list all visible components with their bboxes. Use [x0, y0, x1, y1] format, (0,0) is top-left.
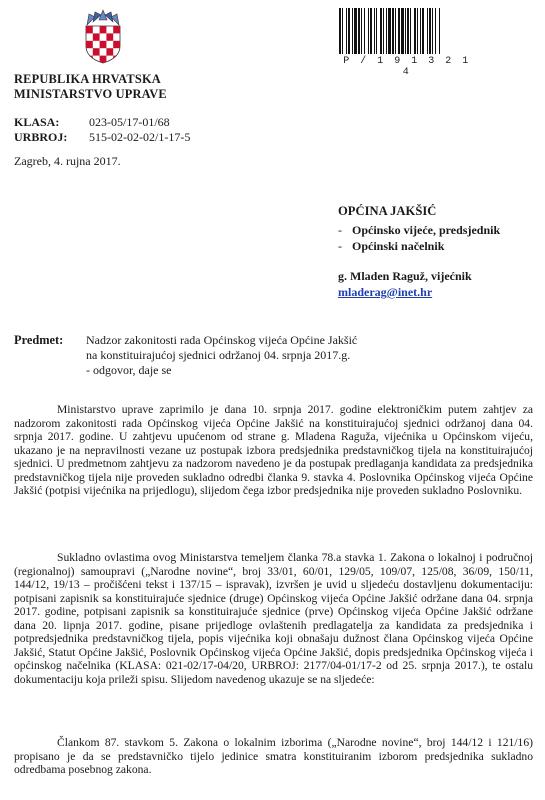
barcode-bar [380, 8, 382, 54]
barcode-text: P / 1 9 1 3 2 1 4 [343, 56, 471, 78]
bullet: - [338, 239, 342, 253]
recipient-item [338, 222, 538, 238]
subject-text [86, 333, 534, 378]
barcode-bar [352, 8, 353, 54]
subject-line: - odgovor, daje se [86, 363, 172, 377]
barcode-bar [383, 8, 384, 54]
barcode-bar [422, 8, 424, 54]
barcode-bar [358, 8, 360, 54]
ministry-name: MINISTARSTVO UPRAVE [14, 87, 167, 101]
barcode-bar [342, 8, 343, 54]
reference-block [14, 115, 190, 145]
klasa-row [14, 115, 190, 130]
barcode-bar [429, 8, 431, 54]
klasa-label: KLASA: [14, 115, 60, 129]
recipient-block [338, 203, 538, 300]
barcode-bar [405, 8, 406, 54]
body-paragraph-2: Sukladno ovlastima ovog Ministarstva temeljem članka 78.a stavka 1. Zakona o lokalnoj i područnoj (regionalnoj) samoupravi („Narodne novine“, broj 33/01, 60/01, 129/05, 109/07, 125/08, 36/09, 150/11, 144/12, 19/13 – pročišćeni tekst i 137/15 – ispravak), izvršen je uvid u sljedeću dostavljenu dokumentaciju: potpisani zapisnik sa konstituirajuće sjednice (druge) Općinskog vijeća Općine Jakšić održane dana 04. srpnja 2017. godine, potpisani zapisnik sa konstituirajuće sjednice (prve) Općinskog vijeća Općine Jakšić održane dana 20. lipnja 2017. godine, pisane prijedloge ovlaštenih predlagatelja za kandidata za predsjednika i potpredsjednika predstavničkog tijela, popis vijećnika koji obnašaju dužnost člana Općinskog vijeća Općine Jakšić, Statut Općine Jakšić, Poslovnik Općinskog vijeća Općine Jakšić, dopis predsjednika Općinskog vijeća i općinskog načelnika (KLASA: 021-02/17-04/20, URBROJ: 2177/04-01/17-2 od 25. srpnja 2017.), te ostalu dokumentaciju koja prileži spisu. Slijedom navedenog ukazuje se na sljedeće: [14, 551, 533, 686]
barcode-bar [392, 8, 394, 54]
barcode-bar [398, 8, 400, 54]
subject-block [14, 333, 534, 378]
barcode-bar [348, 8, 350, 54]
subject-label: Predmet: [14, 333, 64, 347]
barcode-bar [354, 8, 357, 54]
barcode-bar [414, 8, 416, 54]
barcode-bar [386, 8, 387, 54]
place-date: Zagreb, 4. rujna 2017. [14, 154, 121, 168]
recipient-person: g. Mladen Raguž, vijećnik [338, 269, 472, 283]
klasa-value: 023-05/17-01/68 [89, 115, 170, 129]
barcode [338, 8, 476, 54]
email-link[interactable]: mladerag@inet.hr [338, 285, 433, 299]
barcode-bar [376, 8, 377, 54]
croatian-coat-of-arms-icon [84, 8, 122, 64]
barcode-bar [401, 8, 404, 54]
urbroj-value: 515-02-02-02/1-17-5 [89, 130, 191, 144]
barcode-bar [370, 8, 372, 54]
urbroj-label: URBROJ: [14, 130, 68, 144]
barcode-bar [395, 8, 396, 54]
issuer-block [14, 72, 167, 102]
barcode-bar [368, 8, 369, 54]
barcode-bar [364, 8, 365, 54]
recipient-item-label: Općinski načelnik [352, 239, 445, 253]
barcode-bar [374, 8, 375, 54]
barcode-bar [439, 8, 440, 54]
barcode-bar [339, 8, 341, 54]
barcode-bar [346, 8, 347, 54]
barcode-bar [435, 8, 436, 54]
recipient-item [338, 238, 538, 254]
barcode-bar [427, 8, 428, 54]
recipient-item-label: Općinsko vijeće, predsjednik [352, 223, 501, 237]
recipient-name: OPĆINA JAKŠIĆ [338, 204, 437, 218]
body-paragraph-3: Člankom 87. stavkom 5. Zakona o lokalnim izborima („Narodne novine“, broj 144/12 i 121/16) propisano je da se predstavničko tijelo jedinice smatra konstituiranim izborom predsjednika sukladno odredbama posebnog zakona. [14, 736, 533, 777]
barcode-bar [432, 8, 433, 54]
barcode-bar [388, 8, 391, 54]
body-paragraph-1: Ministarstvo uprave zaprimilo je dana 10. srpnja 2017. godine elektroničkim putem zahtjev za nadzorom zakonitosti rada Općinskog vijeća Općine Jakšić na konstituirajućoj sjednici održanoj dana 04. srpnja 2017. godine. U zahtjevu upućenom od strane g. Mladena Raguža, vijećnika u Općinskom vijeću, ukazano je na nepravilnosti vezane uz postupak izbora predsjednika predstavničkog tijela na konstituirajućoj sjednici. U predmetnom zahtjevu za nadzorom navedeno je da postupak predlaganja kandidata za predsjednika predstavničkog tijela nije proveden sukladno odredbi članka 9. stavka 4. Poslovnika Općinskog vijeća Općine Jakšić (potpisi vijećnika na prijedlogu), slijedom čega izbor predsjednika nije proveden sukladno Poslovniku. [14, 403, 533, 498]
subject-line: na konstituirajućoj sjednici održanoj 04. srpnja 2017.g. [86, 348, 351, 362]
barcode-bar [420, 8, 421, 54]
bullet: - [338, 223, 342, 237]
country-name: REPUBLIKA HRVATSKA [14, 72, 161, 86]
barcode-bar [361, 8, 362, 54]
barcode-bar [417, 8, 418, 54]
barcode-bar [407, 8, 409, 54]
barcode-bar [410, 8, 411, 54]
subject-line: Nadzor zakonitosti rada Općinskog vijeća Općine Jakšić [86, 333, 358, 347]
urbroj-row [14, 130, 190, 145]
